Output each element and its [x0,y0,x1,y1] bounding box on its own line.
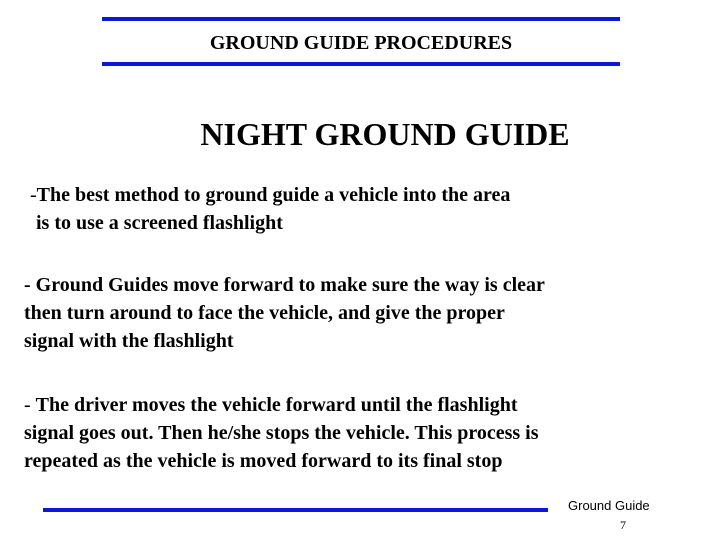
paragraph-1-text-1: The best method to ground guide a vehicle into the area [36,184,511,206]
paragraph-2-text-2: then turn around to face the vehicle, and give the proper [24,302,505,324]
slide-title: NIGHT GROUND GUIDE [200,116,570,152]
page-number: 7 [620,518,626,532]
bullet-dash: - [30,184,37,206]
paragraph-1 [30,181,680,237]
footer-label: Ground Guide [568,498,650,513]
header-rule-top [102,17,620,21]
paragraph-2-text-3: signal with the flashlight [24,330,234,352]
bullet-dash: - [24,274,36,296]
footer-rule [43,508,548,512]
paragraph-3-text-3: repeated as the vehicle is moved forward to its final stop [24,450,503,472]
header-rule-bottom [102,62,620,66]
paragraph-2-text-1: Ground Guides move forward to make sure the way is clear [35,274,545,296]
paragraph-1-line-1 [30,181,680,209]
paragraph-3-text-2: signal goes out. Then he/she stops the vehicle. This process is [24,422,539,444]
paragraph-1-text-2: is to use a screened flashlight [36,212,283,234]
paragraph-3 [24,391,674,475]
header-title: GROUND GUIDE PROCEDURES [209,32,513,54]
paragraph-3-text-1: The driver moves the vehicle forward until the flashlight [35,394,518,416]
paragraph-2 [24,271,674,355]
paragraph-2-line-1 [24,271,674,299]
bullet-dash: - [24,394,36,416]
paragraph-3-line-1 [24,391,674,419]
